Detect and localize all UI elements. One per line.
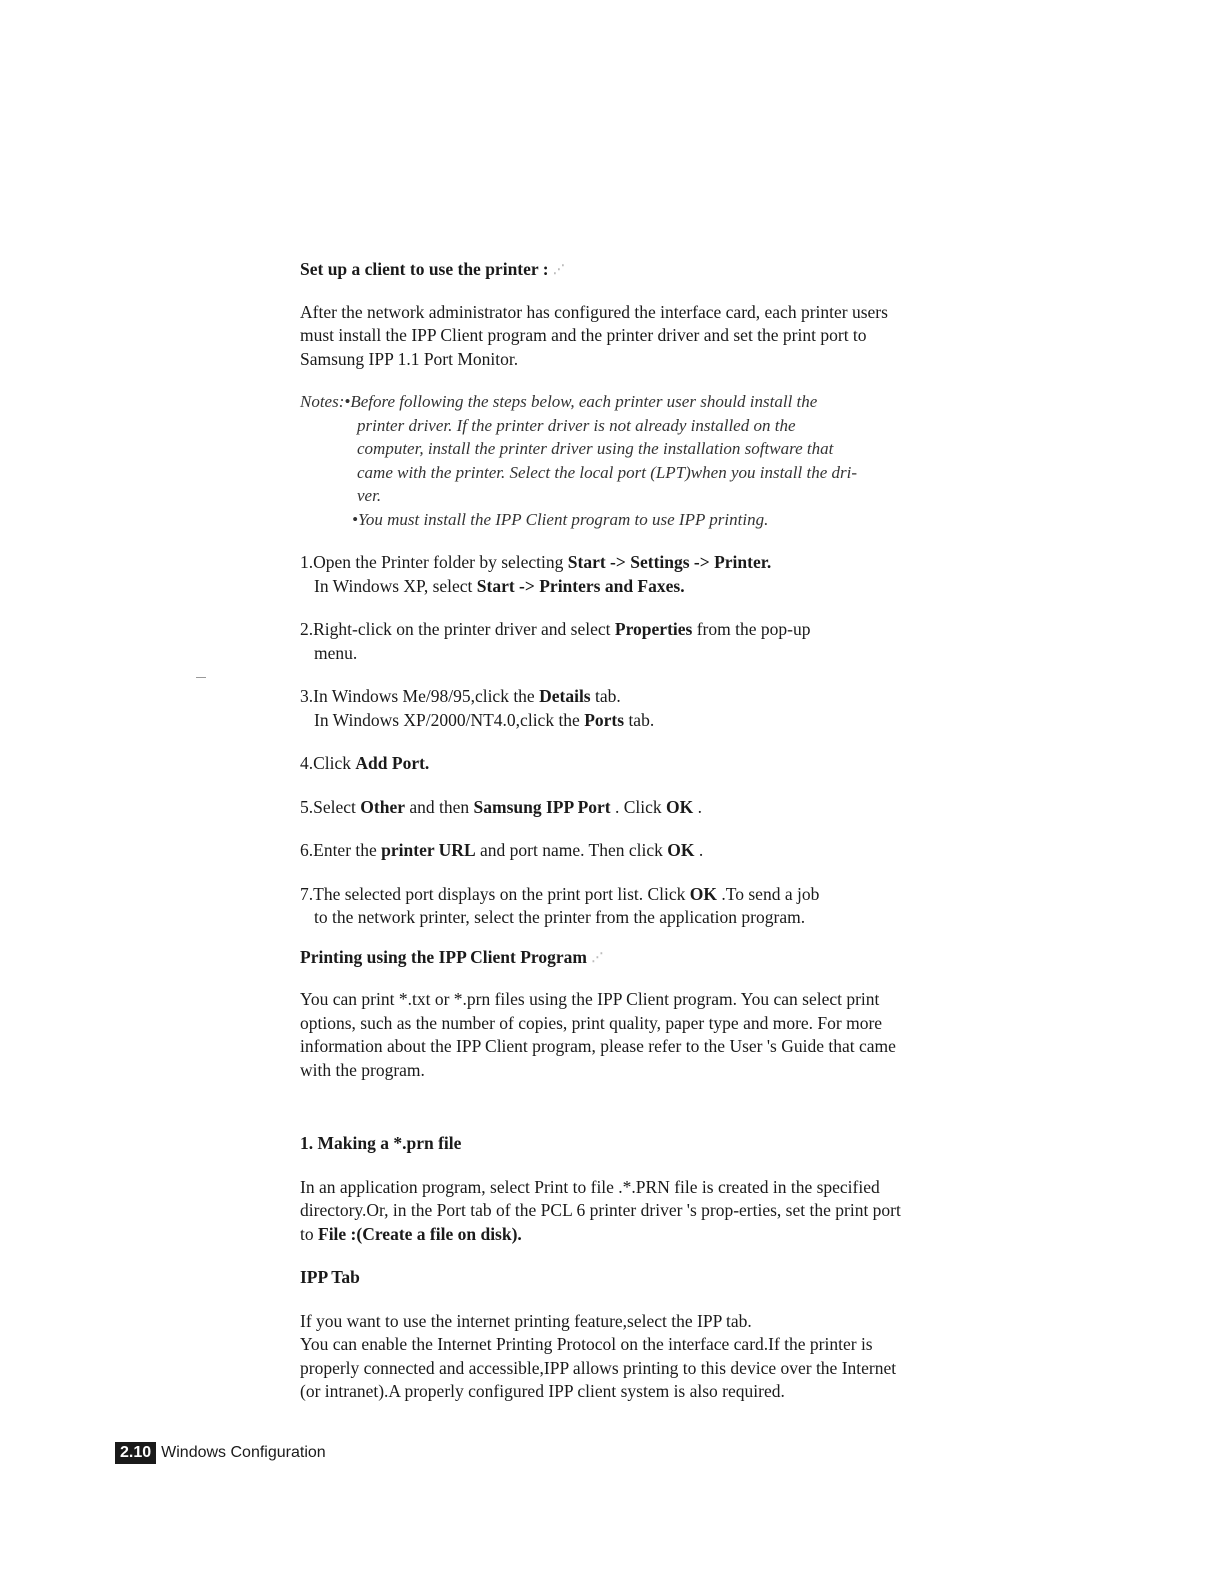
section-heading-setup-client <box>300 258 910 282</box>
making-prn-paragraph <box>300 1176 910 1247</box>
notes-line: computer, install the printer driver using the installation software that <box>357 439 834 458</box>
paragraph-text: If you want to use the internet printing feature,select the IPP tab. <box>300 1310 752 1331</box>
step-text: from the pop-up <box>692 619 811 639</box>
step-text: In Windows XP/2000/NT4.0,click the <box>314 709 585 730</box>
notes-line: came with the printer. Select the local port (LPT)when you install the dri- <box>357 462 858 482</box>
step-2 <box>300 618 910 665</box>
step-text: .To send a job <box>717 883 820 904</box>
paragraph-text: You can enable the Internet Printing Protocol on the interface card.If the printer is properly connected and accessible,IPP allows printing to this device over the Internet (or intranet).A properly configured IPP client system is also required. <box>300 1334 897 1401</box>
heading-text: Set up a client to use the printer : <box>300 259 549 279</box>
step-bold-text: Ports <box>584 709 625 730</box>
step-text: 5.Select <box>300 796 361 817</box>
heading-text: Printing using the IPP Client Program <box>300 946 587 967</box>
step-text: In Windows XP, select <box>314 575 477 596</box>
step-text: and port name. Then click <box>475 840 668 860</box>
step-text: 3.In Windows Me/98/95,click the <box>300 686 540 706</box>
step-bold-text: OK <box>666 796 694 817</box>
step-text: 7.The selected port displays on the print port list. Click <box>300 883 690 904</box>
step-bold-text: Properties <box>614 619 693 639</box>
page-number-badge: 2.10 <box>115 1442 156 1464</box>
step-text: 1.Open the Printer folder by selecting <box>300 552 568 572</box>
page-footer <box>115 1442 326 1464</box>
step-text: . Click <box>610 796 667 817</box>
step-1 <box>300 551 910 598</box>
step-bold-text: Samsung IPP Port <box>473 796 611 817</box>
step-text: . <box>693 796 703 817</box>
footer-section-name: Windows Configuration <box>161 1444 326 1461</box>
step-subline <box>300 709 910 733</box>
step-text: and then <box>404 796 474 817</box>
step-bold-text: printer URL <box>381 840 476 860</box>
step-subline <box>300 575 910 599</box>
notes-line: ver. <box>357 486 382 505</box>
steps-list <box>300 551 910 930</box>
step-text: . <box>694 840 704 860</box>
margin-mark <box>196 677 206 678</box>
step-bold-text: Start -> Printers and Faxes. <box>476 575 685 596</box>
step-text: 6.Enter the <box>300 840 382 860</box>
step-bold-text: Details <box>539 686 591 706</box>
section-heading-ipp-tab: IPP Tab <box>300 1267 360 1287</box>
step-bold-text: Start -> Settings -> Printer. <box>567 552 772 572</box>
step-subline: menu. <box>314 642 358 663</box>
notes-line: printer driver. If the printer driver is not already installed on the <box>357 415 796 435</box>
paragraph-text: In an application program, select Print to file .*.PRN file is created in the specified directory.Or, in the Port tab of the PCL 6 printer driver 's prop-erties, set the print port to <box>300 1176 901 1244</box>
step-7 <box>300 883 910 930</box>
scan-mark-icon: ⋰ <box>552 262 565 276</box>
step-text: 2.Right-click on the printer driver and select <box>300 619 615 639</box>
step-3 <box>300 685 910 732</box>
intro-paragraph: After the network administrator has configured the interface card, each printer users must install the IPP Client program and the printer driver and set the print port to Samsung IPP 1.1 Port Monitor. <box>300 301 888 369</box>
step-5 <box>300 796 910 820</box>
step-bold-text: OK <box>667 840 695 860</box>
section-heading-ipp-client <box>300 946 910 970</box>
notes-line: Notes:•Before following the steps below, each printer user should install the <box>300 392 818 411</box>
step-4 <box>300 752 910 776</box>
ipp-tab-paragraph <box>300 1310 910 1404</box>
step-bold-text: Other <box>360 796 405 817</box>
paragraph-bold-text: File :(Create a file on disk). <box>318 1223 522 1244</box>
step-bold-text: Add Port. <box>355 753 430 773</box>
page-content <box>300 258 910 1404</box>
step-text: 4.Click <box>300 753 356 773</box>
notes-block <box>300 390 910 531</box>
scan-mark-icon: ⋰ <box>591 949 604 964</box>
step-bold-text: OK <box>689 883 718 904</box>
ipp-client-paragraph: You can print *.txt or *.prn files using the IPP Client program. You can select print options, such as the number of copies, print quality, paper type and more. For more information about the IPP Client program, please refer to the User 's Guide that came with the program. <box>300 989 896 1080</box>
step-subline: to the network printer, select the printer from the application program. <box>314 907 806 927</box>
step-text: tab. <box>624 709 655 730</box>
step-text: tab. <box>590 686 621 706</box>
section-heading-making-prn: 1. Making a *.prn file <box>300 1133 462 1153</box>
notes-line: •You must install the IPP Client program to use IPP printing. <box>352 509 769 529</box>
step-6 <box>300 839 910 863</box>
